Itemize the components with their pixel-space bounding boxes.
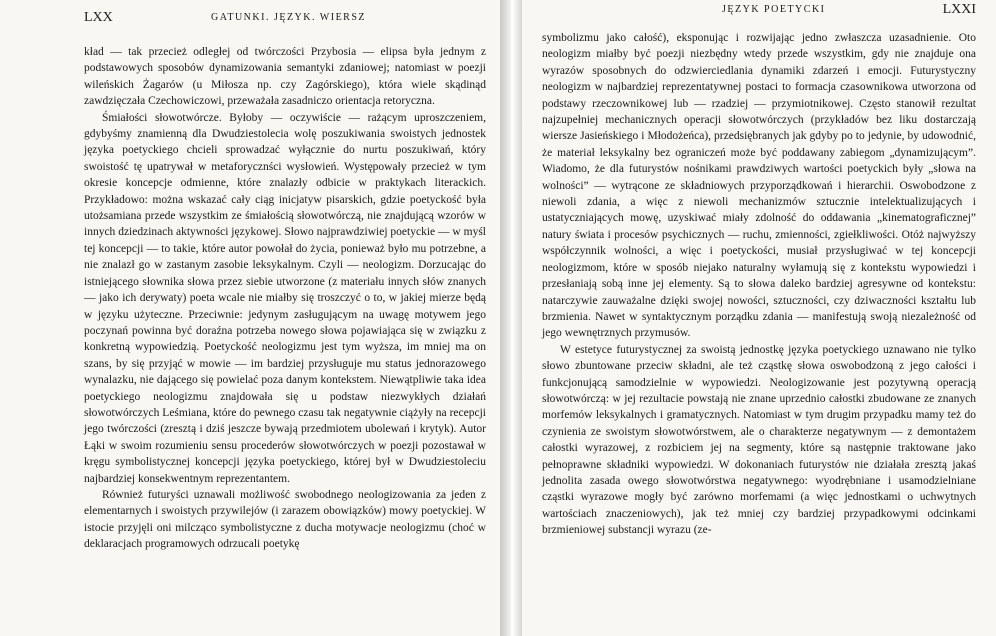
running-head: GATUNKI. JĘZYK. WIERSZ xyxy=(211,12,367,23)
left-page-header xyxy=(84,10,486,34)
right-page-body xyxy=(542,30,976,539)
page-number: LXXI xyxy=(942,2,976,17)
paragraph: Śmiałości słowotwórcze. Byłoby — oczywiście — rażącym uproszczeniem, gdybyśmy znamienną dla Dwudziestolecia wolę poszukiwania swoistych jednostek języka poetyckiego chcieli sprowadzać wyłącznie do nurtu poszukiwań, który swoistość tę upatrywał w metaforycznści wysłowień. Występowały przecież w tym okresie koncepcje odmienne, które znalazły odbicie w praktykach literackich. Przykładowo: można wskazać cały ciąg inicjatyw pisarskich, gdzie poetyckość była utożsamiana przede wszystkim ze śmiałością słowotwórczą, nie znajdującą wzorów w innych dziedzinach aktywności językowej. Słowo najprawdziwiej poetyckie — w myśl tej koncepcji — to takie, które autor powołał do życia, ponieważ było mu potrzebne, a nie znalazł go w zastanym zasobie leksykalnym. Czyli — neologizm. Dorzucając do istniejącego słownika słowa przez siebie utworzone (z materiału innych słów znanych — jako ich derywaty) poeta wcale nie miałby się troszczyć o to, w jakiej mierze będą w języku użyteczne. Przeciwnie: jedynym zasługującym na uwagę motywem jego poczynań powinna być doraźna potrzeba nowego słowa pojawiająca się w związku z konkretną wypowiedzią. Poetyckość neologizmu jest tym wyższa, im mniej ma on szans, by się przyjąć w mowie — im bardziej przysługuje mu status jednorazowego wynalazku, nie dającego się powielać poza danym kontekstem. Niewątpliwie taka idea poetyckiego neologizmu znajdowała się u podstaw niezwykłych działań słowotwórczych Leśmiana, które do pewnego czasu tak negatywnie ciążyły na recepcji jego twórczości (zresztą i dziś jeszcze bywają przedmiotem ubolewań i krytyk). Autor Łąki w swoim rozumieniu sensu procederów słowotwórczych w poezji pozostawał w kręgu symbolistycznej koncepcji języka poetyckiego, której był w Dwudziestoleciu najbardziej konsekwentnym reprezentantem. xyxy=(84,111,486,485)
running-head: JĘZYK POETYCKI xyxy=(722,4,826,15)
paragraph: Również futuryści uznawali możliwość swobodnego neologizowania za jeden z elementarnych i swoistych przywilejów (i zarazem obowiązków) mowy poetyckiej. W istocie przyjęli oni milcząco symbolistyczne z ducha motywacje neologizmu (choć w deklaracjach programowych odrzucali poetykę xyxy=(84,488,486,551)
right-page-header xyxy=(542,2,976,26)
paragraph: kład — tak przecież odległej od twórczości Przybosia — elipsa była jednym z podstawowych sposobów dynamizowania semantyki zdaniowej; natomiast w poezji wileńskich Żagarów (u Miłosza np. czy Zagórskiego), która wiele skądinąd zawdzięczała Czechowiczowi, przeważała zasadniczo orientacja retoryczna. xyxy=(84,46,486,108)
paragraph: symbolizmu jako całość), eksponując i rozwijając jedno zwłaszcza uzasadnienie. Oto neologizm miałby być poezji niezbędny wtedy przede wszystkim, gdy nie znajduje ona wyrazów sposobnych do odzwierciedlania dynamiki zdarzeń i emocji. Futurystyczny neologizm w najbardziej reprezentatywnej postaci to formacja czasownikowa utworzona od podstawy rzeczownikowej lub — rzadziej — przymiotnikowej. Często stanowił rezultat najzupełniej mechanicznych operacji słowotwórczych (przykładów bez liku dostarczają wiersze Jasieńskiego i Młodożeńca), przedsiębranych jak gdyby po to jedynie, by udowodnić, że materiał leksykalny bez ograniczeń może być poddawany zabiegom „dynamizującym”. Wiadomo, że dla futurystów nośnikami prawdziwych wartości poetyckich były „słowa na wolności” — wytrącone ze składniowych przyporządkowań i hierarchii. Oswobodzone z niewoli zdania, a więc z niewoli mechanizmów sztucznie intelektualizujących i ustatyczniających mowę, uzyskiwać miały zdolność do oddawania „kinematograficznej” natury świata i procesów psychicznych — ruchu, zmienności, zgiełkliwości. Otóż najwyższy współczynnik wolności, a więc i poetyckości, musiał przysługiwać w tej koncepcji neologizmom, które w sposób niejako naturalny wyłamują się z kontekstu wypowiedzi i przesłaniają sobą inne jej elementy. Są to słowa daleko bardziej agresywne od kontekstu: natarczywie zauważalne dzięki swojej nowości, sztuczności, czy dziwaczności kształtu lub brzmienia. Nawet w syntaktycznym porządku zdania — manifestują swoją niezależność od jego wewnętrznych przymusów. xyxy=(542,32,976,340)
book-gutter xyxy=(500,0,522,636)
page-number: LXX xyxy=(84,10,113,25)
left-page-body xyxy=(84,44,486,553)
paragraph: W estetyce futurystycznej za swoistą jednostkę języka poetyckiego uznawano nie tylko słowo zbuntowane przeciw składni, ale też cząstkę słowa oswobodzoną z jego całości i funkcjonującą samodzielnie w wypowiedzi. Neologizowanie jest pozytywną operacją słowotwórczą: w jej rezultacie powstają nie znane uprzednio całostki zbudowane ze znanych morfemów leksykalnych i gramatycznych. Natomiast w tym drugim przypadku mamy też do czynienia ze swoistym słowotwórstwem, ale o charakterze negatywnym — z demontażem całostki wyrazowej, z rozbiciem jej na segmenty, które są następnie traktowane jako pełnoprawne składniki wypowiedzi. W dokonaniach futurystów nie działała zresztą jakaś jednolita zasada owego słowotwórstwa negatywnego: wyodrębniane i usamodzielniane cząstki wyrazowe mogły być zarówno morfemami (a więc jednostkami o uchwytnych wartościach znaczeniowych), jak też mniej czy bardziej przypadkowymi odcinkami brzmieniowej substancji wyrazu (ze- xyxy=(542,343,976,537)
right-page xyxy=(522,0,996,636)
